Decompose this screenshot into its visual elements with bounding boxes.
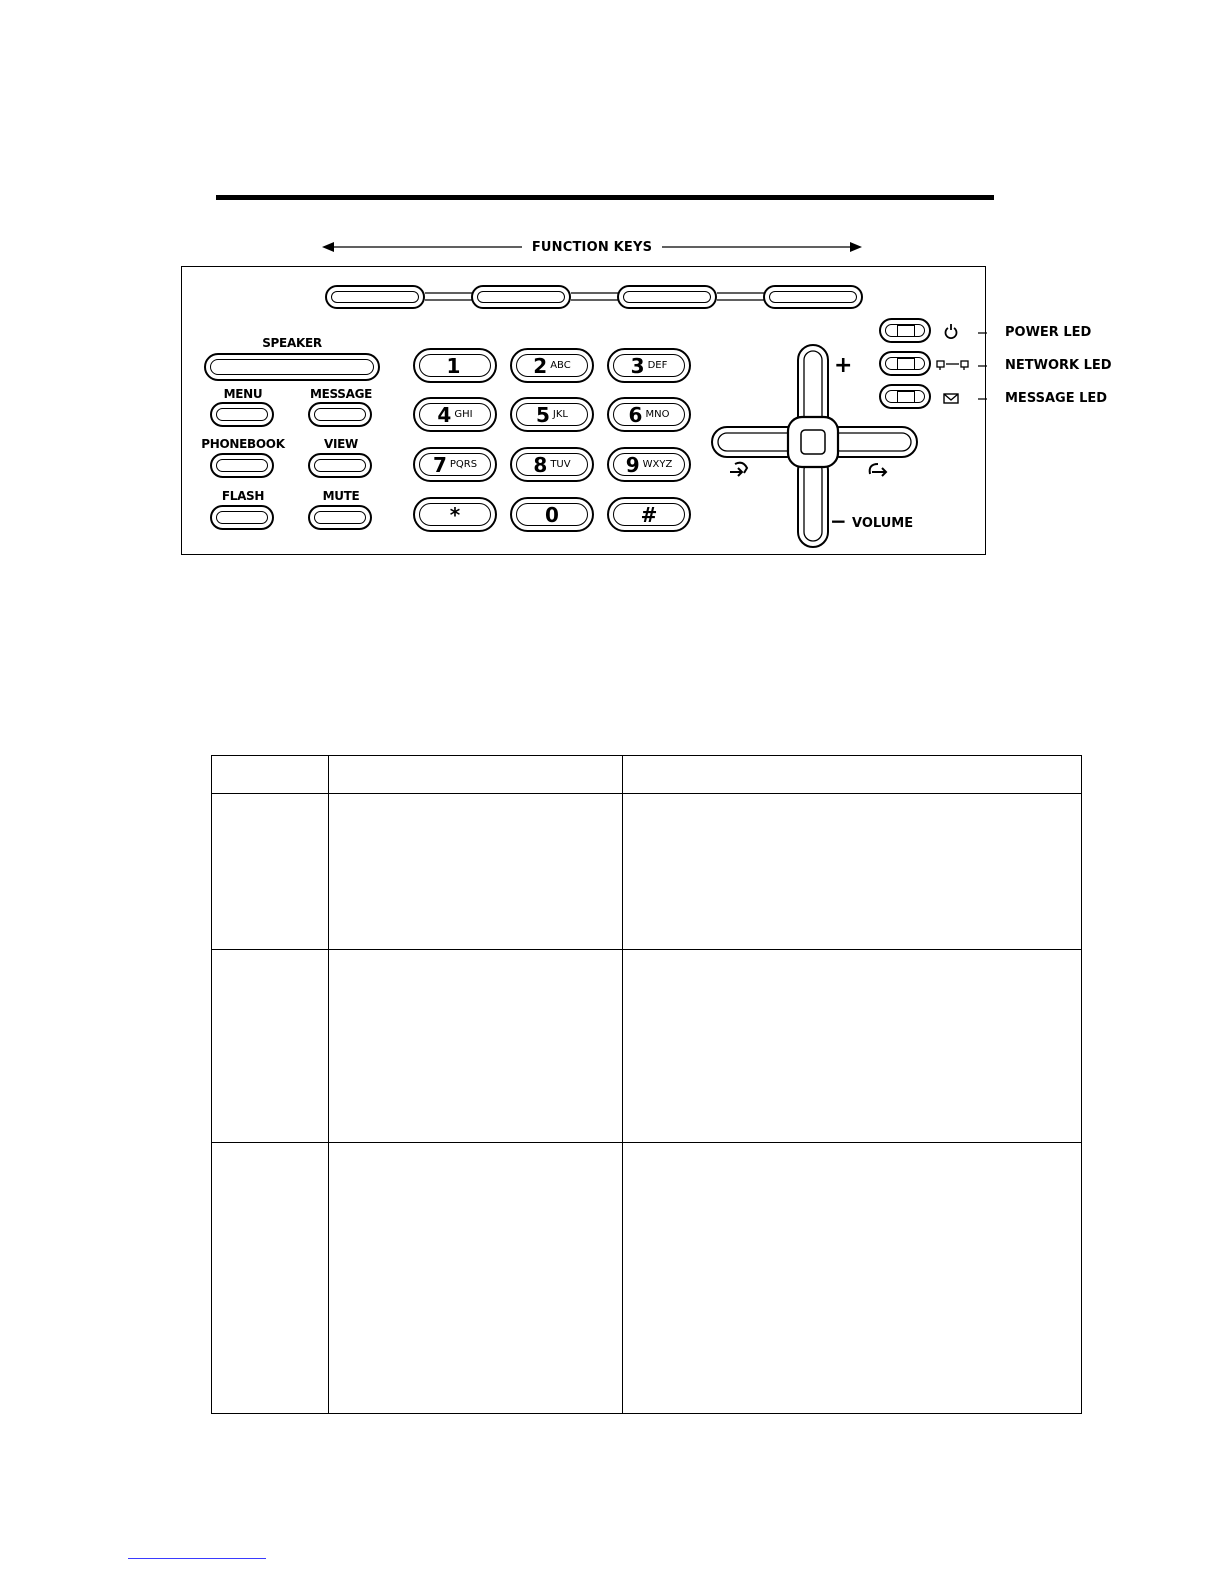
speaker-label: SPEAKER bbox=[262, 336, 322, 350]
envelope-icon bbox=[944, 394, 958, 403]
function-keys-label: FUNCTION KEYS bbox=[522, 240, 662, 255]
dial-key-0[interactable]: 0 bbox=[510, 497, 594, 532]
table-cell bbox=[622, 756, 1081, 794]
table-cell bbox=[622, 950, 1081, 1143]
key-description-table bbox=[211, 755, 1082, 1414]
dial-key-9[interactable]: 9 WXYZ bbox=[607, 447, 691, 482]
mute-button[interactable] bbox=[308, 505, 372, 530]
power-icon bbox=[946, 324, 957, 338]
flash-label: FLASH bbox=[221, 489, 265, 503]
power-led-label: POWER LED bbox=[1005, 325, 1092, 340]
volume-plus-label: + bbox=[834, 353, 853, 378]
network-led-label: NETWORK LED bbox=[1005, 358, 1112, 373]
dial-key-3[interactable]: 3 DEF bbox=[607, 348, 691, 383]
table-cell bbox=[622, 794, 1081, 950]
table-cell bbox=[212, 950, 329, 1143]
table-cell bbox=[328, 950, 622, 1143]
volume-minus-label: − bbox=[830, 509, 847, 533]
table-cell bbox=[328, 794, 622, 950]
dial-key-6[interactable]: 6 MNO bbox=[607, 397, 691, 432]
message-label: MESSAGE bbox=[309, 387, 373, 401]
power-led bbox=[879, 318, 931, 343]
menu-button[interactable] bbox=[210, 402, 274, 427]
function-key-4[interactable] bbox=[763, 285, 863, 309]
network-led bbox=[879, 351, 931, 376]
message-led-label: MESSAGE LED bbox=[1005, 391, 1108, 406]
view-label: VIEW bbox=[324, 437, 358, 451]
network-icon bbox=[937, 361, 968, 370]
dial-key-4[interactable]: 4 GHI bbox=[413, 397, 497, 432]
mute-label: MUTE bbox=[322, 489, 360, 503]
dial-key-8[interactable]: 8 TUV bbox=[510, 447, 594, 482]
table-row bbox=[212, 794, 1082, 950]
table-row bbox=[212, 756, 1082, 794]
function-keys-callout bbox=[322, 238, 862, 258]
dial-key-1[interactable]: 1 bbox=[413, 348, 497, 383]
speaker-button[interactable] bbox=[204, 353, 380, 381]
call-transfer-icon bbox=[730, 463, 747, 476]
dial-key-2[interactable]: 2 ABC bbox=[510, 348, 594, 383]
function-key-3[interactable] bbox=[617, 285, 717, 309]
function-key-1[interactable] bbox=[325, 285, 425, 309]
message-button[interactable] bbox=[308, 402, 372, 427]
dial-key-5[interactable]: 5 JKL bbox=[510, 397, 594, 432]
view-button[interactable] bbox=[308, 453, 372, 478]
call-forward-icon bbox=[870, 464, 886, 476]
table-cell bbox=[212, 756, 329, 794]
top-rule bbox=[216, 195, 994, 200]
table-row bbox=[212, 950, 1082, 1143]
phone-keypad-panel bbox=[181, 266, 986, 555]
menu-label: MENU bbox=[223, 387, 263, 401]
table-row bbox=[212, 1143, 1082, 1414]
table-cell bbox=[212, 1143, 329, 1414]
flash-button[interactable] bbox=[210, 505, 274, 530]
volume-label: VOLUME bbox=[852, 516, 914, 531]
table-cell bbox=[328, 756, 622, 794]
dial-key-7[interactable]: 7 PQRS bbox=[413, 447, 497, 482]
dial-key-hash[interactable]: # bbox=[607, 497, 691, 532]
table-cell bbox=[212, 794, 329, 950]
message-led bbox=[879, 384, 931, 409]
phonebook-button[interactable] bbox=[210, 453, 274, 478]
footnote-rule bbox=[128, 1558, 266, 1559]
table-cell bbox=[328, 1143, 622, 1414]
dial-key-star[interactable]: * bbox=[413, 497, 497, 532]
phonebook-label: PHONEBOOK bbox=[201, 437, 285, 451]
function-key-2[interactable] bbox=[471, 285, 571, 309]
table-cell bbox=[622, 1143, 1081, 1414]
